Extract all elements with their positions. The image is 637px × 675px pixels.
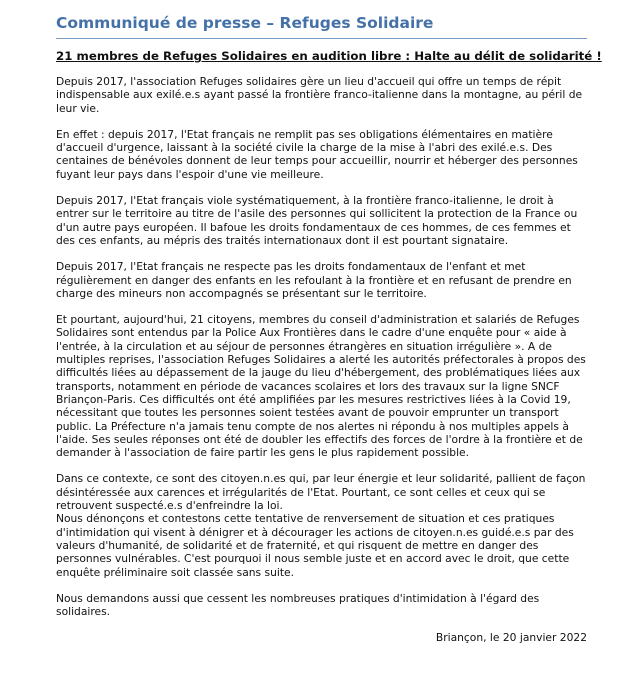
paragraph-3: Depuis 2017, l'Etat français viole systématiquement, à la frontière franco-italienne, le droit à entrer sur le territoire au titre de l'asile des personnes qui sollicitent la protection de la France ou d'un autre pays européen. Il bafoue les droits fondamentaux de ces hommes, de ces femmes et des ces enfants, au mépris des traités internationaux dont il est pourtant signataire. bbox=[56, 194, 578, 247]
paragraph-2: En effet : depuis 2017, l'Etat français ne remplit pas ses obligations élémentaires en matière d'accueil d'urgence, laissant à la société civile la charge de la mise à l'abri des exilé.e.s. Des centaines de bénévoles donnent de leur temps pour accueillir, nourrir et héberger des personnes fuyant leur pays dans l'espoir d'une vie meilleure. bbox=[56, 127, 578, 181]
paragraph-1: Depuis 2017, l'association Refuges solidaires gère un lieu d'accueil qui offre un temps de répit indispensable aux exilé.e.s ayant passé la frontière franco-italienne dans la montagne, au péril de leur vie. bbox=[56, 75, 583, 115]
paragraph-5: Et pourtant, aujourd'hui, 21 citoyens, membres du conseil d'administration et salariés de Refuges Solidaires sont entendus par la Police Aux Frontières dans le cadre d'une enquête pour « aide à l'entrée, à la circulation et au séjour de personnes étrangères en situation irrégulière ». A de multiples reprises, l'association Refuges Solidaires a alerté les autorités préfectorales à propos des difficultés liées au dépassement de la jauge du lieu d'hébergement, des problématiques liées aux transports, notamment en période de vacances scolaires et lors des travaux sur la ligne SNCF Briançon-Paris. Ces difficultés ont été amplifiées par les mesures restrictives liées à la Covid 19, nécessitant que toutes les personnes soient testées avant de pouvoir emprunter un transport public. La Préfecture n'a jamais tenu compte de nos alertes ni répondu à nos multiples appels à l'aide. Ses seules réponses ont été de doubler les effectifs des forces de l'ordre à la frontière et de demander à l'association de faire partir les gens le plus rapidement possible. bbox=[56, 313, 586, 460]
document-subtitle: 21 membres de Refuges Solidaires en audition libre : Halte au délit de solidarité ! bbox=[56, 49, 602, 63]
paragraph-8: Nous demandons aussi que cessent les nombreuses pratiques d'intimidation à l'égard des solidaires. bbox=[56, 591, 540, 619]
paragraph-4: Depuis 2017, l'Etat français ne respecte pas les droits fondamentaux de l'enfant et met régulièrement en danger des enfants en les refoulant à la frontière et en refusant de prendre en charge des mineurs non accompagnés se présentant sur le territoire. bbox=[56, 260, 572, 300]
title-divider bbox=[56, 38, 587, 39]
document-body bbox=[56, 75, 587, 618]
page-title: Communiqué de presse – Refuges Solidaire bbox=[56, 14, 434, 32]
paragraph-6: Dans ce contexte, ce sont des citoyen.n.es qui, par leur énergie et leur solidarité, pallient de façon désintéressée aux carences et irrégularités de l'Etat. Pourtant, ce sont celles et ceux qui se retrouvent suspecté.e.s d'enfreindre la loi. bbox=[56, 472, 586, 513]
paragraph-7: Nous dénonçons et contestons cette tentative de renversement de situation et ces pratiques d'intimidation qui visent à dénigrer et à décourager les actions de citoyen.n.es guidé.e.s par des valeurs d'humanité, de solidarité et de fraternité, et qui risquent de mettre en danger des personnes vulnérables. C'est pourquoi il nous semble juste et en accord avec le droit, que cette enquête préliminaire soit classée sans suite. bbox=[56, 512, 574, 579]
signature-date: Briançon, le 20 janvier 2022 bbox=[435, 631, 587, 645]
